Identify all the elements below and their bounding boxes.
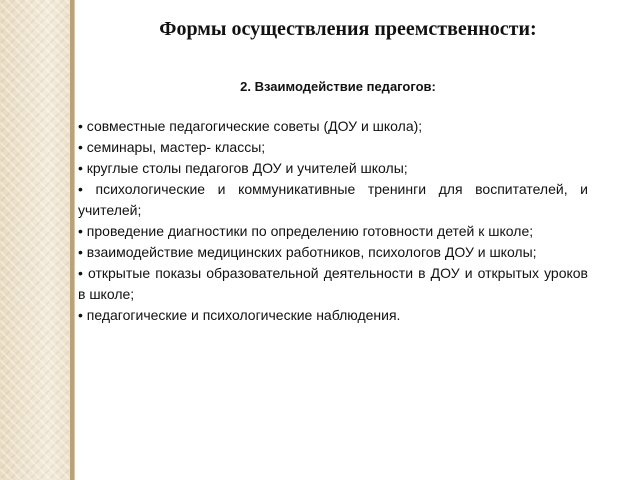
- slide-title: Формы осуществления преемственности:: [159, 18, 537, 40]
- bullet-item: • круглые столы педагогов ДОУ и учителей школы;: [78, 160, 408, 176]
- decorative-side-panel: [0, 0, 70, 480]
- bullet-item: • психологические и коммуникативные тренинги для воспитателей, и учителей;: [78, 181, 588, 218]
- bullet-item: • семинары, мастер- классы;: [78, 139, 266, 155]
- slide-content: [78, 0, 598, 480]
- bullet-item: • педагогические и психологические наблюдения.: [78, 307, 401, 323]
- bullet-item: • взаимодействие медицинских работников, психологов ДОУ и школы;: [78, 244, 537, 260]
- bullet-item: • проведение диагностики по определению готовности детей к школе;: [78, 223, 534, 239]
- bullet-list: [78, 116, 588, 326]
- section-subtitle: 2. Взаимодействие педагогов:: [240, 79, 436, 94]
- bullet-item: • открытые показы образовательной деятельности в ДОУ и открытых уроков в школе;: [78, 265, 588, 302]
- decorative-divider-line: [70, 0, 75, 480]
- bullet-item: • совместные педагогические советы (ДОУ и школа);: [78, 118, 423, 134]
